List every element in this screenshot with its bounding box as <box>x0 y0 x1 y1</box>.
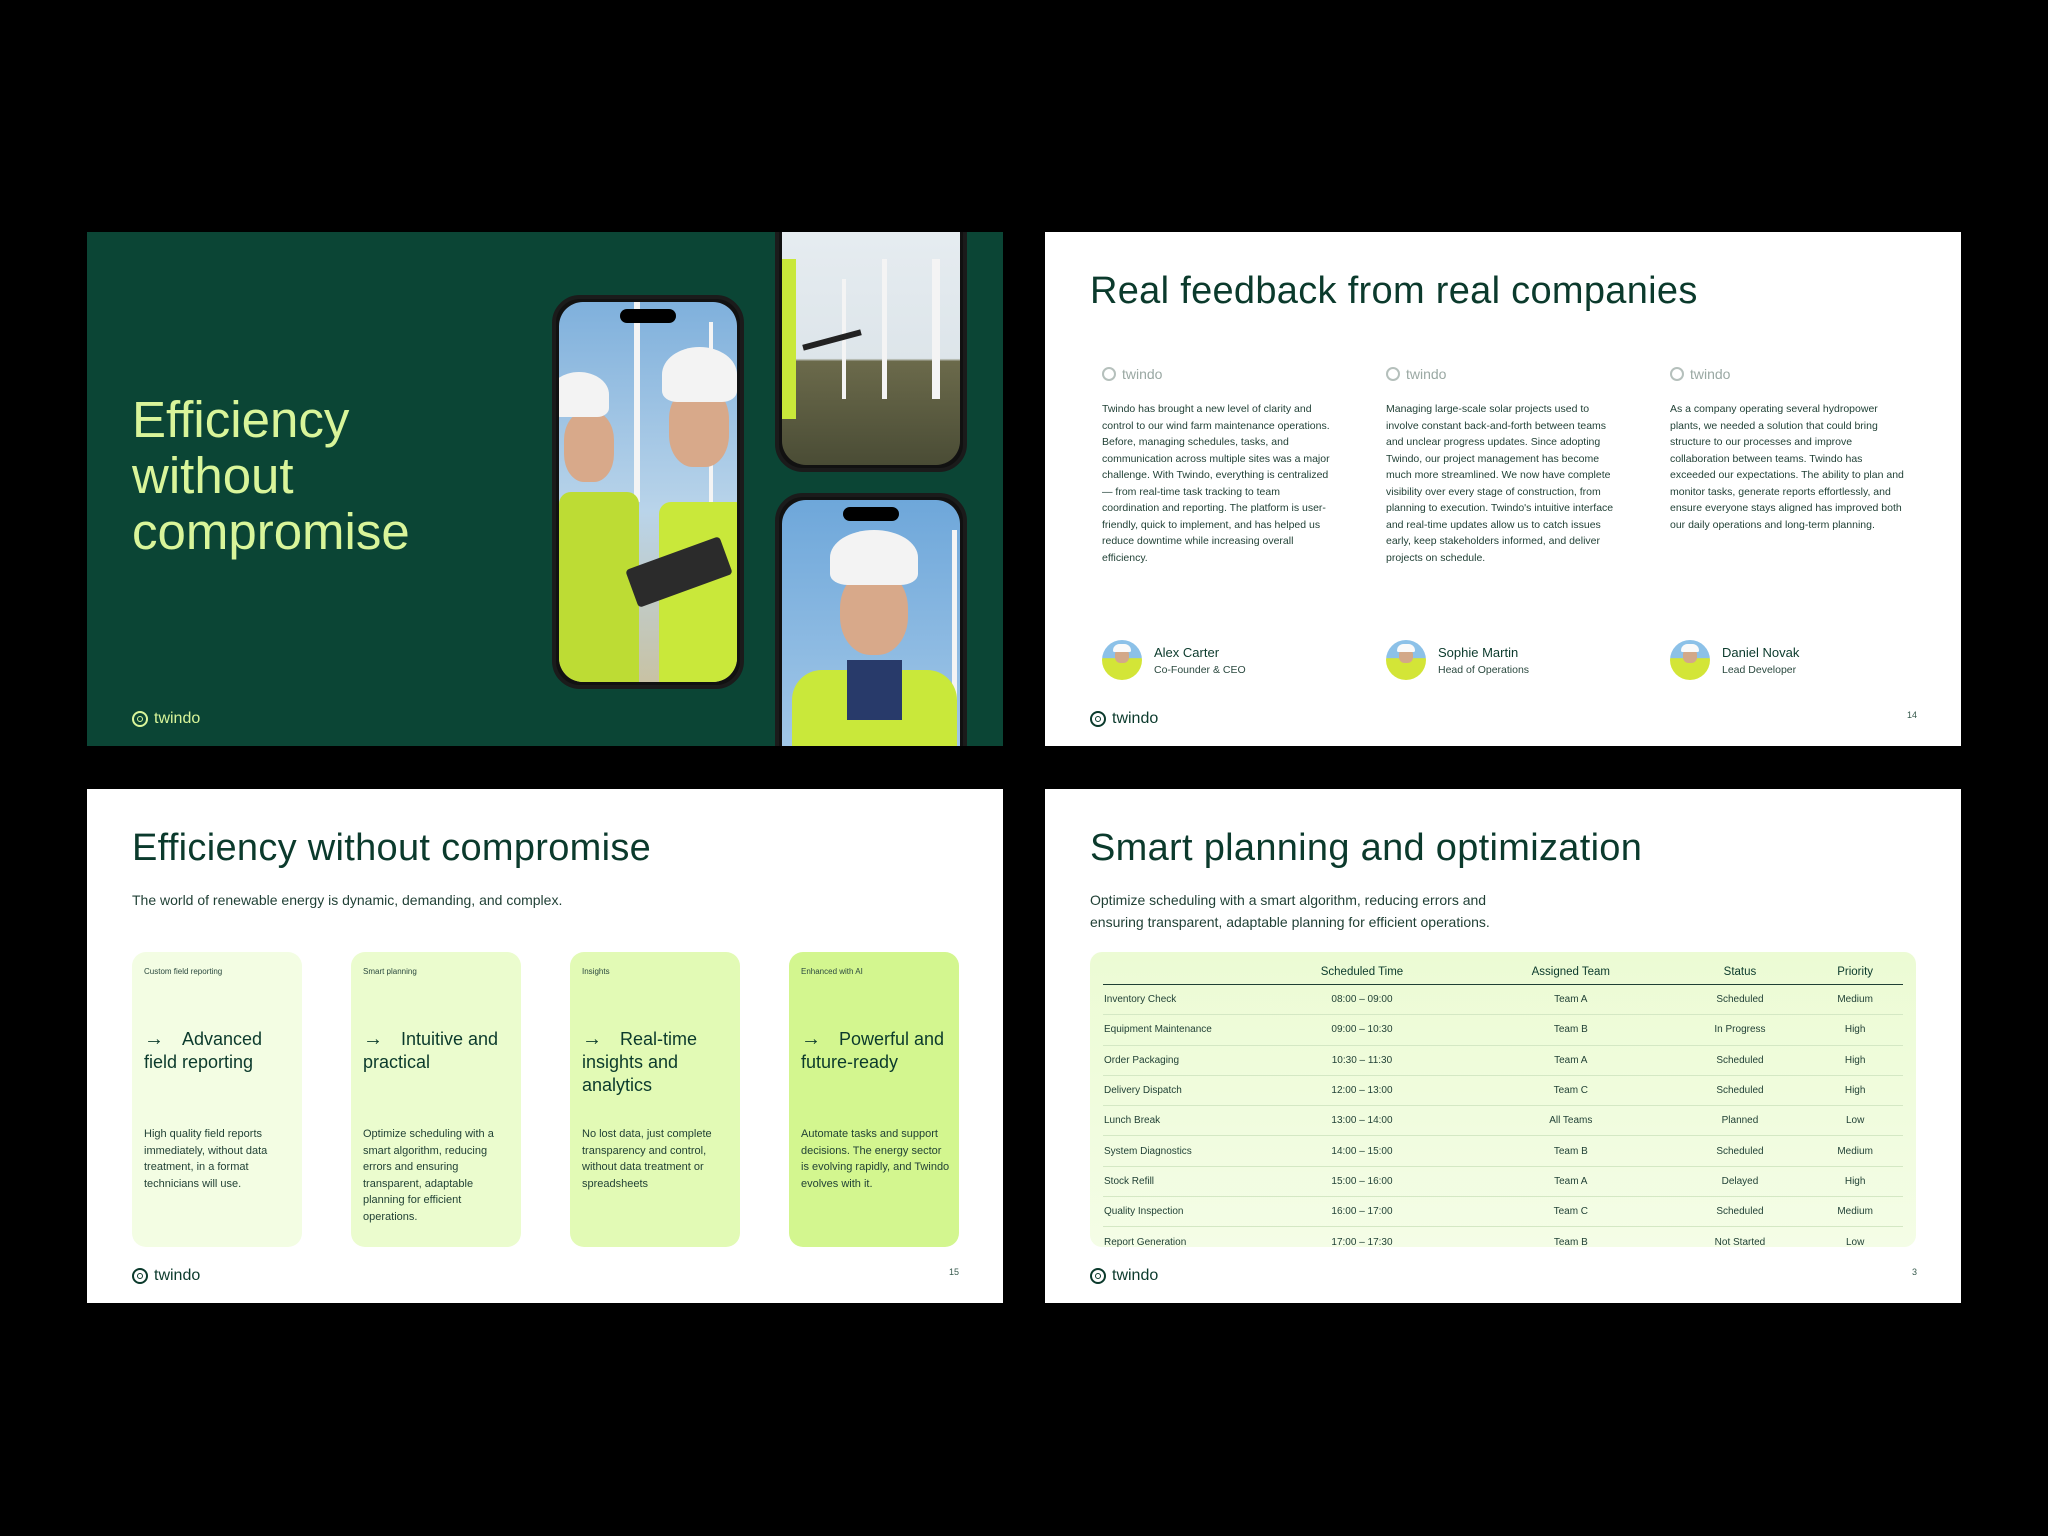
table-row <box>1103 1136 1903 1166</box>
testimonial-quote: Managing large-scale solar projects used to involve constant back-and-forth between teams and unclear progress updates. Since adopting Twindo, our project management has become much more streamlined. We now have complete visibility over every stage of construction, from planning to execution. Twindo's intuitive interface and real-time updates allow us to catch issues early, keep stakeholders informed, and deliver projects on schedule. <box>1386 403 1614 564</box>
arrow-right-icon: → <box>801 1028 821 1050</box>
table-row <box>1103 985 1903 1015</box>
column-header <box>1103 960 1255 985</box>
feature-heading: Advanced field reporting <box>144 1029 263 1072</box>
twindo-logo-icon <box>1090 711 1106 727</box>
table-cell: 09:00 – 10:30 <box>1255 1015 1469 1045</box>
feature-description: Automate tasks and support decisions. The energy sector is evolving rapidly, and Twindo evolves with it. <box>801 1128 950 1190</box>
table-cell: Quality Inspection <box>1103 1197 1255 1227</box>
table-row <box>1103 1106 1903 1136</box>
testimonial-card <box>1090 350 1330 685</box>
twindo-logo-icon <box>132 1268 148 1284</box>
twindo-logo-icon <box>1090 1268 1106 1284</box>
table-cell: Team A <box>1469 1166 1673 1196</box>
table-row <box>1103 1015 1903 1045</box>
table-cell: Planned <box>1673 1106 1808 1136</box>
person-role: Co-Founder & CEO <box>1154 663 1246 676</box>
table-cell: Team B <box>1469 1015 1673 1045</box>
column-header: Scheduled Time <box>1255 960 1469 985</box>
table-cell: High <box>1807 1045 1903 1075</box>
feature-heading: Real-time insights and analytics <box>582 1029 698 1095</box>
person-role: Head of Operations <box>1438 663 1530 676</box>
table-cell: 13:00 – 14:00 <box>1255 1106 1469 1136</box>
subtitle-line: ensuring transparent, adaptable planning for efficient operations. <box>1090 914 1490 930</box>
testimonial-card <box>1374 350 1614 685</box>
brand-name: twindo <box>154 710 201 727</box>
feature-card <box>789 952 959 1247</box>
brand-name: twindo <box>154 1267 201 1284</box>
feature-tag: Custom field reporting <box>144 967 223 976</box>
slide-title: Real feedback from real companies <box>1090 270 1698 312</box>
testimonial-card <box>1658 350 1904 685</box>
avatar <box>1386 640 1426 680</box>
twindo-logo-icon <box>1102 367 1116 381</box>
table-cell: Order Packaging <box>1103 1045 1255 1075</box>
table-cell: In Progress <box>1673 1015 1808 1045</box>
page-number: 14 <box>1906 710 1917 720</box>
feature-heading: Powerful and future-ready <box>801 1029 945 1072</box>
table-cell: High <box>1807 1166 1903 1196</box>
table-cell: Report Generation <box>1104 1236 1187 1248</box>
table-cell: Medium <box>1807 1136 1903 1166</box>
table-cell: Medium <box>1807 1197 1903 1227</box>
phone-image-workers <box>552 295 744 689</box>
table-cell: System Diagnostics <box>1103 1136 1255 1166</box>
table-cell: All Teams <box>1469 1106 1673 1136</box>
brand-name: twindo <box>1112 710 1159 727</box>
feature-description: No lost data, just complete transparency and control, without data treatment or spreadsheets <box>582 1128 712 1190</box>
slide-hero <box>87 232 1003 746</box>
table-cell: Delayed <box>1673 1166 1808 1196</box>
slide-testimonials <box>1045 232 1961 746</box>
feature-description: Optimize scheduling with a smart algorithm, reducing errors and ensuring transparent, adaptable planning for efficient operations. <box>363 1128 494 1223</box>
table-cell: Team C <box>1469 1075 1673 1105</box>
table-row <box>1103 1075 1903 1105</box>
table-cell: 15:00 – 16:00 <box>1255 1166 1469 1196</box>
brand-name: twindo <box>1112 1267 1159 1284</box>
twindo-logo-icon <box>1670 367 1684 381</box>
schedule-table-container <box>1090 952 1916 1247</box>
table-cell: Equipment Maintenance <box>1103 1015 1255 1045</box>
table-cell: Low <box>1807 1106 1903 1136</box>
phone-image-engineer <box>775 493 967 746</box>
brand-logo <box>1090 710 1158 728</box>
testimonial-quote: As a company operating several hydropower plants, we needed a solution that could bring structure to our processes and improve collaboration between teams. Twindo has exceeded our expectations. The ability to plan and monitor tasks, generate reports effortlessly, and ensure everyone stays aligned has improved both our daily operations and long-term planning. <box>1670 403 1904 531</box>
feature-tag: Enhanced with AI <box>801 967 863 976</box>
card-brand: twindo <box>1690 366 1731 382</box>
testimonial-quote: Twindo has brought a new level of clarity and control to our wind farm maintenance operations. Before, managing schedules, tasks, and communication across multiple sites was a major challenge. With Twindo, everything is centralized — from real-time task tracking to team coordination and reporting. The platform is user-friendly, quick to implement, and has helped us reduce downtime while increasing overall efficiency. <box>1102 403 1330 564</box>
avatar <box>1670 640 1710 680</box>
slide-title: Smart planning and optimization <box>1090 827 1643 869</box>
table-row <box>1103 1227 1903 1257</box>
column-header: Assigned Team <box>1469 960 1673 985</box>
person-name: Daniel Novak <box>1722 644 1800 660</box>
subtitle-line: Optimize scheduling with a smart algorithm, reducing errors and <box>1090 892 1487 908</box>
table-cell: Lunch Break <box>1103 1106 1255 1136</box>
table-cell: Low <box>1845 1236 1865 1248</box>
card-brand: twindo <box>1122 366 1163 382</box>
arrow-right-icon: → <box>582 1028 602 1050</box>
avatar <box>1102 640 1142 680</box>
table-row <box>1103 1166 1903 1196</box>
column-header: Status <box>1673 960 1808 985</box>
table-cell: Stock Refill <box>1103 1166 1255 1196</box>
feature-card <box>351 952 521 1247</box>
table-cell: Not Started <box>1714 1236 1766 1248</box>
table-cell: 16:00 – 17:00 <box>1255 1197 1469 1227</box>
hero-title: Efficiency without compromise <box>132 391 410 560</box>
table-row <box>1103 1045 1903 1075</box>
table-cell: Scheduled <box>1673 1045 1808 1075</box>
table-cell: Team C <box>1469 1197 1673 1227</box>
table-cell: Scheduled <box>1673 1197 1808 1227</box>
table-cell: High <box>1807 1015 1903 1045</box>
table-cell: Scheduled <box>1673 1136 1808 1166</box>
card-brand: twindo <box>1406 366 1447 382</box>
feature-card <box>132 952 302 1247</box>
slide-subtitle <box>1090 889 1490 933</box>
person-name: Sophie Martin <box>1438 644 1519 660</box>
table-cell: 10:30 – 11:30 <box>1255 1045 1469 1075</box>
brand-logo <box>132 710 200 728</box>
arrow-right-icon: → <box>144 1028 164 1050</box>
person-name: Alex Carter <box>1154 644 1220 660</box>
table-cell: Scheduled <box>1673 1075 1808 1105</box>
feature-card <box>570 952 740 1247</box>
table-cell: 14:00 – 15:00 <box>1255 1136 1469 1166</box>
table-cell: 12:00 – 13:00 <box>1255 1075 1469 1105</box>
slide-subtitle: The world of renewable energy is dynamic, demanding, and complex. <box>132 892 563 908</box>
column-header: Priority <box>1807 960 1903 985</box>
page-number: 15 <box>948 1267 959 1277</box>
slide-planning <box>1045 789 1961 1303</box>
table-cell: 08:00 – 09:00 <box>1255 985 1469 1015</box>
table-header-row <box>1103 960 1903 985</box>
person-role: Lead Developer <box>1722 663 1797 676</box>
table-cell: Scheduled <box>1673 985 1808 1015</box>
table-cell: Medium <box>1807 985 1903 1015</box>
table-cell: Team B <box>1469 1136 1673 1166</box>
table-cell: Team A <box>1469 1045 1673 1075</box>
table-cell: Team A <box>1469 985 1673 1015</box>
table-cell: Delivery Dispatch <box>1103 1075 1255 1105</box>
brand-logo <box>1090 1267 1158 1285</box>
table-cell: 17:00 – 17:30 <box>1331 1236 1393 1248</box>
slide-features <box>87 789 1003 1303</box>
slide-title: Efficiency without compromise <box>132 827 652 869</box>
table-row <box>1103 1197 1903 1227</box>
feature-heading: Intuitive and practical <box>363 1029 499 1072</box>
table-cell: Inventory Check <box>1103 985 1255 1015</box>
feature-description: High quality field reports immediately, without data treatment, in a format technicians will use. <box>144 1128 268 1190</box>
feature-tag: Insights <box>582 967 610 976</box>
table-cell: High <box>1807 1075 1903 1105</box>
brand-logo <box>132 1267 200 1285</box>
twindo-logo-icon <box>132 711 148 727</box>
twindo-logo-icon <box>1386 367 1400 381</box>
table-cell: Team B <box>1553 1236 1588 1248</box>
feature-tag: Smart planning <box>363 967 417 976</box>
page-number: 3 <box>1911 1267 1917 1277</box>
phone-image-turbines <box>775 232 967 472</box>
arrow-right-icon: → <box>363 1028 383 1050</box>
schedule-table <box>1103 960 1903 1257</box>
